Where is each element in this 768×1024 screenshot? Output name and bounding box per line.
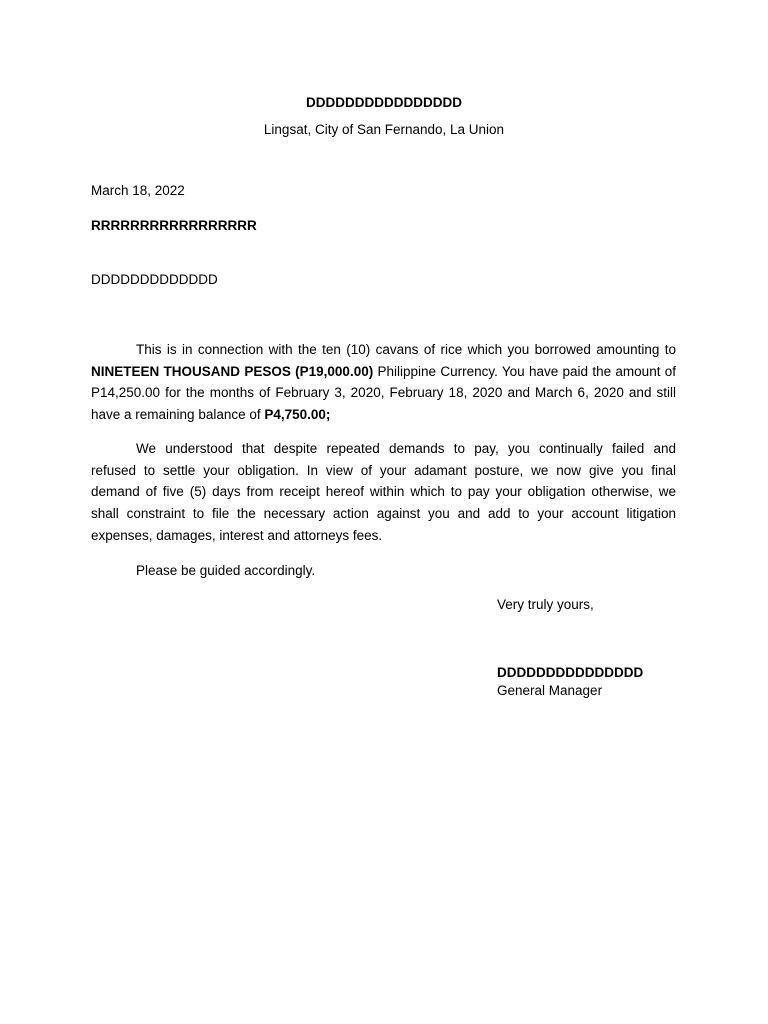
- paragraph-3: Please be guided accordingly.: [136, 563, 316, 578]
- signatory-title: General Manager: [497, 683, 603, 698]
- paragraph-1-line-2: [91, 361, 676, 383]
- paragraph-2: [91, 438, 676, 547]
- amount-words: NINETEEN THOUSAND PESOS (P19,000.00): [91, 363, 374, 379]
- paragraph-2-line-5: expenses, damages, interest and attorneys fees.: [91, 527, 383, 543]
- paragraph-1-line-2-rest: Philippine Currency. You have paid the amount of: [373, 363, 676, 379]
- company-name: DDDDDDDDDDDDDDDD: [306, 95, 462, 110]
- balance-amount: P4,750.00;: [264, 407, 331, 423]
- paragraph-1-line-3: P14,250.00 for the months of February 3, 2020, February 18, 2020 and March 6, 2020 and still: [91, 385, 676, 401]
- paragraph-2-line-2: refused to settle your obligation. In view of your adamant posture, we now give you final: [91, 462, 676, 478]
- letter-date: March 18, 2022: [91, 183, 185, 198]
- paragraph-1-line-1: This is in connection with the ten (10) cavans of rice which you borrowed amounting to: [136, 342, 676, 357]
- closing: Very truly yours,: [497, 597, 594, 612]
- recipient-name: RRRRRRRRRRRRRRRRR: [91, 218, 257, 233]
- paragraph-2-line-1: We understood that despite repeated demands to pay, you continually failed and: [136, 441, 676, 456]
- recipient-line2: DDDDDDDDDDDDD: [91, 272, 218, 287]
- signatory-name: DDDDDDDDDDDDDDD: [497, 665, 644, 680]
- paragraph-1: [91, 339, 676, 426]
- paragraph-2-line-3: demand of five (5) days from receipt hereof within which to pay your obligation otherwise, we: [91, 484, 676, 500]
- paragraph-1-line-4-start: have a remaining balance of: [91, 407, 265, 423]
- paragraph-1-line-4: [91, 404, 676, 426]
- company-address: Lingsat, City of San Fernando, La Union: [263, 122, 505, 137]
- paragraph-2-line-4: shall constraint to file the necessary action against you and add to your account litigation: [91, 506, 676, 522]
